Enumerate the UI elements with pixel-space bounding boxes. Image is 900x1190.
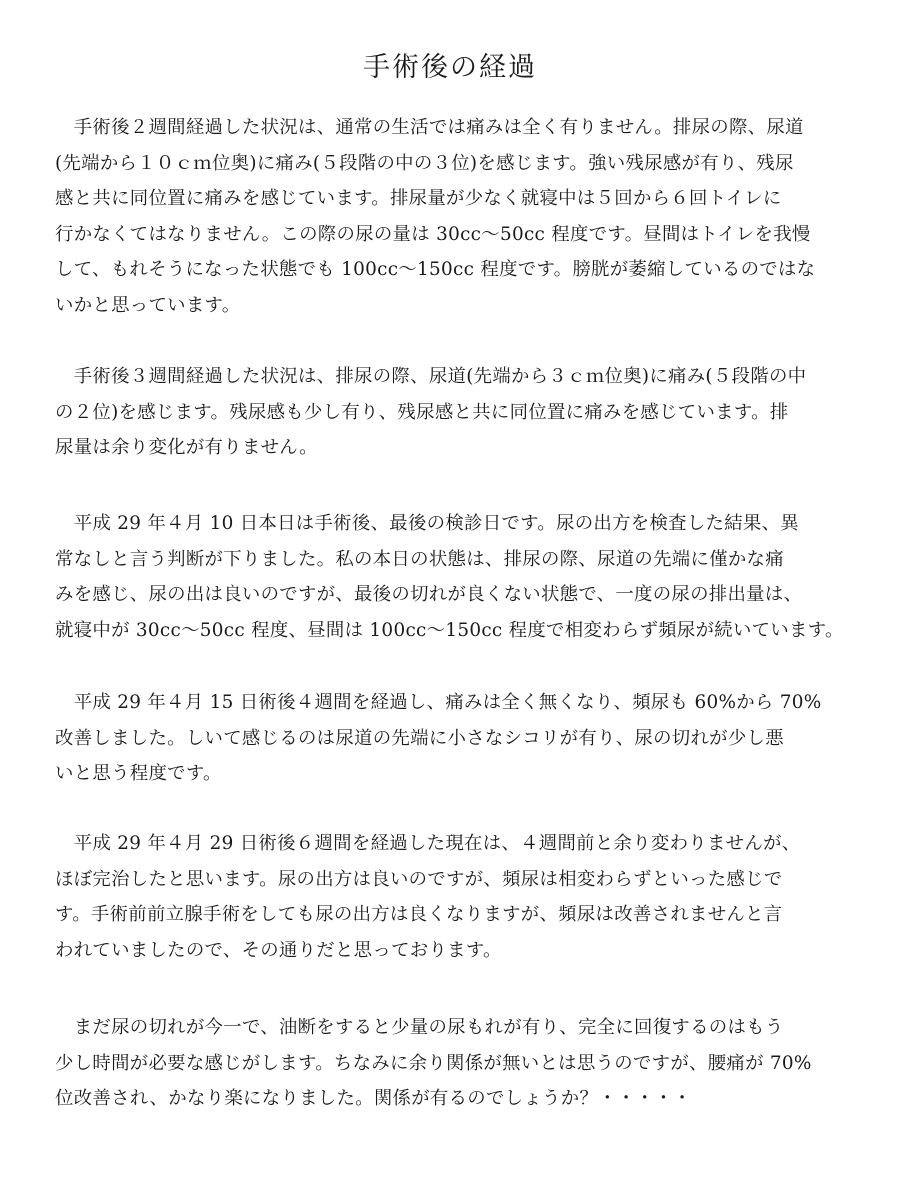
paragraph-closing	[55, 1010, 847, 1117]
text-line: 平成 29 年４月 29 日術後６週間を経過した現在は、４週間前と余り変わりませんが、	[55, 833, 801, 854]
paragraph-april-29	[55, 826, 847, 968]
text-line: いと思う程度です。	[55, 763, 222, 785]
text-line: まだ尿の切れが今一で、油断をすると少量の尿もれが有り、完全に回復するのはもう	[55, 1017, 784, 1038]
text-line: われていましたので、その通りだと思っております。	[55, 939, 502, 961]
paragraph-week-3	[55, 359, 847, 466]
text-line: いかと思っています。	[55, 294, 241, 316]
paragraph-week-2	[55, 110, 847, 324]
paragraph-april-10	[55, 506, 847, 648]
text-line: 尿量は余り変化が有りません。	[55, 437, 318, 459]
text-line: 平成 29 年４月 15 日術後４週間を経過し、痛みは全く無くなり、頻尿も 60%から 70%	[55, 692, 822, 713]
document-title: 手術後の経過	[363, 52, 537, 83]
text-line: 常なしと言う判断が下りました。私の本日の状態は、排尿の際、尿道の先端に僅かな痛	[55, 548, 784, 570]
text-line: 手術後３週間経過した状況は、排尿の際、尿道(先端から３ｃｍ位奥)に痛み(５段階の中	[55, 366, 807, 387]
text-line: 位改善され、かなり楽になりました。関係が有るのでしょうか？・・・・・	[55, 1088, 692, 1110]
text-line: 少し時間が必要な感じがします。ちなみに余り関係が無いとは思うのですが、腰痛が 70%	[55, 1052, 812, 1074]
text-line: みを感じ、尿の出は良いのですが、最後の切れが良くない状態で、一度の尿の排出量は、	[55, 584, 803, 606]
text-line: 平成 29 年４月 10 日本日は手術後、最後の検診日です。尿の出方を検査した結果、異	[55, 513, 799, 534]
text-line: (先端から１０ｃｍ位奥)に痛み(５段階の中の３位)を感じます。強い残尿感が有り、残尿	[55, 152, 794, 174]
text-line: 就寝中が 30cc〜50cc 程度、昼間は 100cc〜150cc 程度で相変わらず頻尿が続いています。	[55, 619, 844, 641]
text-line: 手術後２週間経過した状況は、通常の生活では痛みは全く有りません。排尿の際、尿道	[55, 117, 804, 138]
text-line: して、もれそうになった状態でも 100cc〜150cc 程度です。膀胱が萎縮しているのではな	[55, 259, 816, 281]
text-line: 改善しました。しいて感じるのは尿道の先端に小さなシコリが有り、尿の切れが少し悪	[55, 727, 784, 749]
text-line: 行かなくてはなりません。この際の尿の量は 30cc〜50cc 程度です。昼間はトイレを我慢	[55, 223, 811, 245]
text-line: す。手術前前立腺手術をしても尿の出方は良くなりますが、頻尿は改善されませんと言	[55, 904, 783, 926]
text-line: 感と共に同位置に痛みを感じています。排尿量が少なく就寝中は５回から６回トイレに	[55, 188, 782, 210]
text-line: ほぼ完治したと思います。尿の出方は良いのですが、頻尿は相変わらずといった感じで	[55, 868, 783, 890]
paragraph-april-15	[55, 685, 847, 792]
text-line: の２位)を感じます。残尿感も少し有り、残尿感と共に同位置に痛みを感じています。排	[55, 401, 789, 423]
